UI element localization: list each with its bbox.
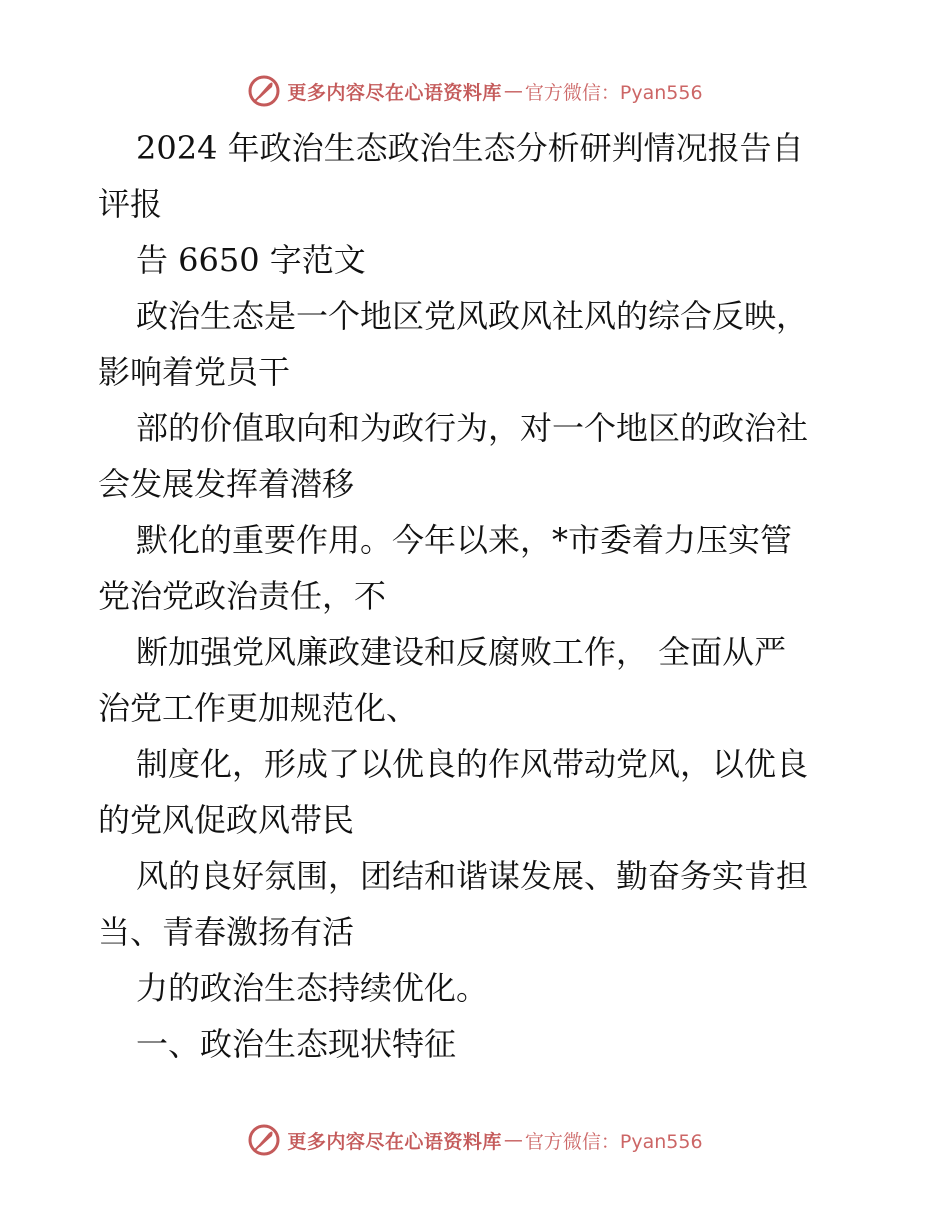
document-line: 党治党政治责任，不: [98, 577, 387, 615]
footer-watermark: [0, 1120, 950, 1160]
document-line: 治党工作更加规范化、: [98, 689, 419, 727]
feather-pen-logo-icon: [247, 74, 281, 108]
watermark-lead-text: 更多内容尽在心语资料库: [287, 1130, 502, 1153]
document-line: 告 6650 字范文: [136, 241, 366, 279]
document-line: 一、政治生态现状特征: [136, 1025, 457, 1063]
watermark-dash: —: [503, 1129, 523, 1151]
document-line: 影响着党员干: [98, 353, 291, 391]
header-watermark: [0, 71, 950, 111]
document-line: 风的良好氛围，团结和谐谋发展、勤奋务实肯担: [136, 857, 809, 895]
document-line: 的党风促政风带民: [98, 801, 355, 839]
watermark-lead-text: 更多内容尽在心语资料库: [287, 81, 502, 104]
document-body: [98, 120, 858, 1072]
document-line: 力的政治生态持续优化。: [136, 969, 489, 1007]
document-line: 当、青春激扬有活: [98, 913, 355, 951]
document-line: 政治生态是一个地区党风政风社风的综合反映，: [136, 297, 809, 335]
document-line: 断加强党风廉政建设和反腐败工作， 全面从严: [136, 633, 787, 671]
document-line: 会发展发挥着潜移: [98, 465, 355, 503]
document-line: 部的价值取向和为政行为，对一个地区的政治社: [136, 409, 809, 447]
document-line: 2024 年政治生态政治生态分析研判情况报告自: [136, 129, 804, 167]
watermark-tail-text: 官方微信：Pyan556: [524, 81, 703, 104]
watermark-tail-text: 官方微信：Pyan556: [524, 1130, 703, 1153]
document-line: 评报: [98, 185, 163, 223]
document-line: 默化的重要作用。今年以来，*市委着力压实管: [136, 521, 793, 559]
watermark-dash: —: [503, 80, 523, 102]
feather-pen-logo-icon: [247, 1123, 281, 1157]
document-line: 制度化，形成了以优良的作风带动党风，以优良: [136, 745, 809, 783]
